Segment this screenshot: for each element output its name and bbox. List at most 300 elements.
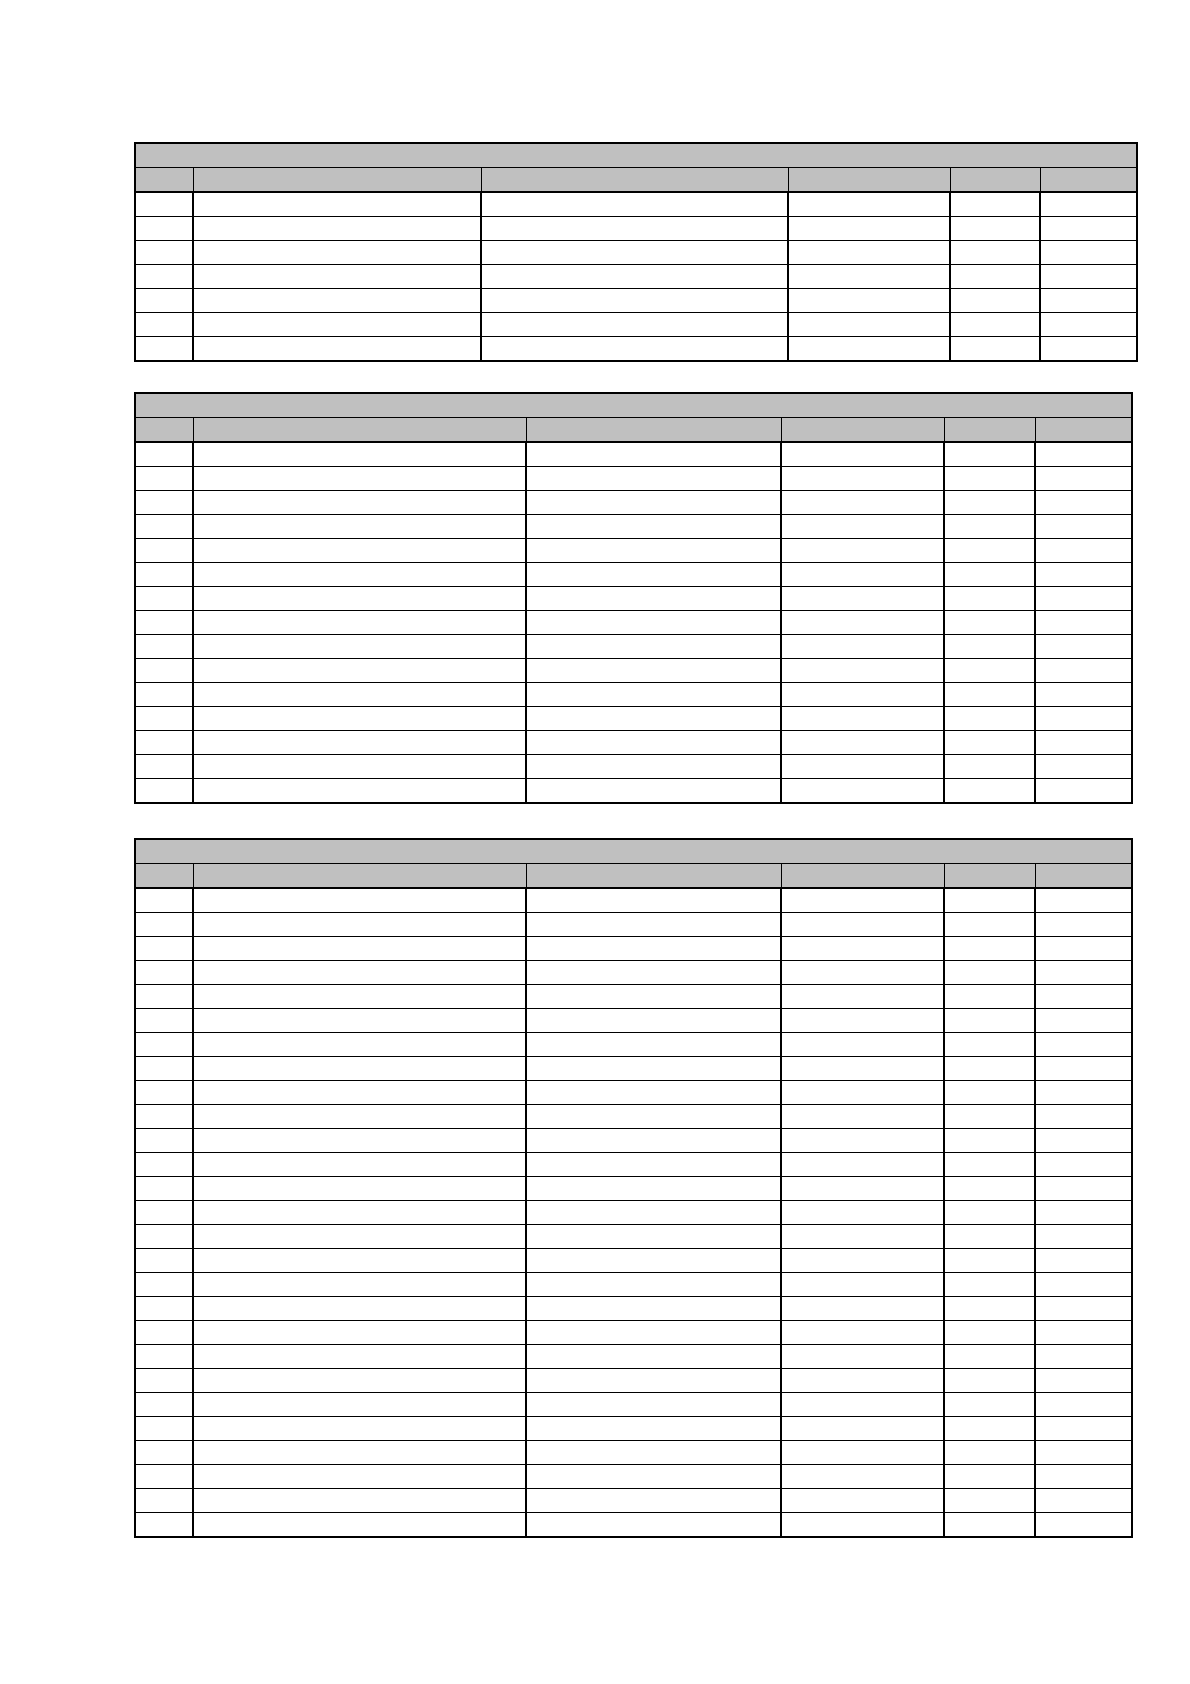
table-cell xyxy=(135,491,193,515)
table-cell xyxy=(781,659,944,683)
table-cell xyxy=(781,985,944,1009)
table-cell xyxy=(135,1345,193,1369)
table-cell xyxy=(1035,1321,1132,1345)
table-cell xyxy=(135,635,193,659)
table-cell xyxy=(781,1441,944,1465)
column-header xyxy=(526,418,781,443)
table-cell xyxy=(944,779,1035,804)
column-header xyxy=(944,418,1035,443)
table-row xyxy=(135,1273,1132,1297)
table-row xyxy=(135,289,1137,313)
table-cell xyxy=(1035,1513,1132,1538)
table-row xyxy=(135,755,1132,779)
table-cell xyxy=(781,1201,944,1225)
table-cell xyxy=(1035,611,1132,635)
table-cell xyxy=(781,683,944,707)
table-cell xyxy=(135,313,193,337)
table-cell xyxy=(193,683,526,707)
table-cell xyxy=(135,217,193,241)
table-cell xyxy=(950,265,1040,289)
table-cell xyxy=(781,1489,944,1513)
table-cell xyxy=(1035,1081,1132,1105)
table-cell xyxy=(1035,491,1132,515)
table-title-band xyxy=(135,393,1132,418)
column-header xyxy=(135,168,193,193)
table-3 xyxy=(134,838,1133,1538)
table-cell xyxy=(193,217,481,241)
table-cell xyxy=(193,265,481,289)
table-cell xyxy=(781,1297,944,1321)
table-cell xyxy=(944,1417,1035,1441)
table-cell xyxy=(944,961,1035,985)
table-cell xyxy=(193,539,526,563)
table-row xyxy=(135,1489,1132,1513)
table-cell xyxy=(526,1177,781,1201)
table-row xyxy=(135,731,1132,755)
table-cell xyxy=(1035,1129,1132,1153)
table-cell xyxy=(526,1009,781,1033)
table-row xyxy=(135,1321,1132,1345)
table-cell xyxy=(1035,1249,1132,1273)
table-cell xyxy=(944,1105,1035,1129)
column-header xyxy=(1035,864,1132,889)
table-cell xyxy=(526,1033,781,1057)
table-cell xyxy=(526,1321,781,1345)
table-row xyxy=(135,635,1132,659)
table-cell xyxy=(1040,313,1137,337)
table-cell xyxy=(944,1081,1035,1105)
table-cell xyxy=(781,1417,944,1441)
table-cell xyxy=(950,217,1040,241)
table-cell xyxy=(1035,1345,1132,1369)
table-cell xyxy=(193,1273,526,1297)
table-cell xyxy=(788,192,950,217)
column-header xyxy=(781,418,944,443)
table-cell xyxy=(950,337,1040,362)
table-row xyxy=(135,192,1137,217)
table-row xyxy=(135,1297,1132,1321)
table-cell xyxy=(135,1321,193,1345)
table-cell xyxy=(135,337,193,362)
table-cell xyxy=(526,1105,781,1129)
table-cell xyxy=(135,1153,193,1177)
table-cell xyxy=(135,1057,193,1081)
table-cell xyxy=(135,1009,193,1033)
table-cell xyxy=(526,1129,781,1153)
table-cell xyxy=(944,467,1035,491)
table-cell xyxy=(135,1105,193,1129)
column-header xyxy=(193,418,526,443)
table-row xyxy=(135,779,1132,804)
table-cell xyxy=(193,937,526,961)
table-row xyxy=(135,961,1132,985)
table-cell xyxy=(1035,1201,1132,1225)
table-cell xyxy=(944,1345,1035,1369)
table-cell xyxy=(781,1009,944,1033)
table-cell xyxy=(781,1321,944,1345)
table-row xyxy=(135,1369,1132,1393)
table-cell xyxy=(944,1393,1035,1417)
table-cell xyxy=(944,937,1035,961)
table-cell xyxy=(781,1513,944,1538)
table-cell xyxy=(944,491,1035,515)
table-cell xyxy=(193,563,526,587)
table-cell xyxy=(135,1513,193,1538)
table-1 xyxy=(134,142,1138,362)
table-cell xyxy=(193,442,526,467)
table-cell xyxy=(944,1153,1035,1177)
table-cell xyxy=(781,467,944,491)
table-cell xyxy=(944,1033,1035,1057)
table-cell xyxy=(135,1297,193,1321)
table-cell xyxy=(944,985,1035,1009)
table-cell xyxy=(944,515,1035,539)
table-cell xyxy=(135,683,193,707)
table-cell xyxy=(1035,1465,1132,1489)
table-cell xyxy=(1035,1393,1132,1417)
table-row xyxy=(135,241,1137,265)
table-cell xyxy=(781,587,944,611)
table-cell xyxy=(193,1105,526,1129)
table-cell xyxy=(781,707,944,731)
table-cell xyxy=(781,1225,944,1249)
table-row xyxy=(135,1225,1132,1249)
table-cell xyxy=(1035,1417,1132,1441)
table-row xyxy=(135,1105,1132,1129)
table-cell xyxy=(193,731,526,755)
table-cell xyxy=(135,1417,193,1441)
table-cell xyxy=(781,1081,944,1105)
table-cell xyxy=(193,755,526,779)
table-cell xyxy=(1035,755,1132,779)
column-header xyxy=(135,864,193,889)
table-cell xyxy=(1035,913,1132,937)
table-row xyxy=(135,707,1132,731)
table-cell xyxy=(135,913,193,937)
table-row xyxy=(135,1129,1132,1153)
column-header xyxy=(193,864,526,889)
table-cell xyxy=(1035,1153,1132,1177)
table-cell xyxy=(193,779,526,804)
table-cell xyxy=(193,611,526,635)
table-cell xyxy=(944,1273,1035,1297)
table-cell xyxy=(1035,1225,1132,1249)
table-cell xyxy=(526,707,781,731)
table-cell xyxy=(781,1345,944,1369)
table-cell xyxy=(781,563,944,587)
table-cell xyxy=(950,313,1040,337)
table-row xyxy=(135,985,1132,1009)
column-header xyxy=(944,864,1035,889)
table-cell xyxy=(135,1201,193,1225)
table-cell xyxy=(193,515,526,539)
table-cell xyxy=(944,1177,1035,1201)
table-cell xyxy=(1035,1297,1132,1321)
table-cell xyxy=(781,442,944,467)
table-cell xyxy=(193,1225,526,1249)
table-cell xyxy=(788,289,950,313)
table-row xyxy=(135,467,1132,491)
table-cell xyxy=(135,515,193,539)
table-cell xyxy=(781,515,944,539)
table-cell xyxy=(193,1009,526,1033)
table-cell xyxy=(944,1369,1035,1393)
table-cell xyxy=(781,961,944,985)
column-header xyxy=(135,418,193,443)
table-cell xyxy=(781,1057,944,1081)
column-header xyxy=(781,864,944,889)
table-cell xyxy=(1035,1009,1132,1033)
table-cell xyxy=(135,1369,193,1393)
table-cell xyxy=(781,1177,944,1201)
table-cell xyxy=(193,241,481,265)
column-header xyxy=(193,168,481,193)
table-cell xyxy=(526,659,781,683)
table-cell xyxy=(481,289,788,313)
table-cell xyxy=(1035,1489,1132,1513)
table-cell xyxy=(944,1489,1035,1513)
table-cell xyxy=(781,888,944,913)
table-row xyxy=(135,1201,1132,1225)
table-cell xyxy=(193,1417,526,1441)
table-cell xyxy=(1035,1369,1132,1393)
table-cell xyxy=(193,1441,526,1465)
table-cell xyxy=(193,491,526,515)
table-cell xyxy=(781,731,944,755)
table-cell xyxy=(788,241,950,265)
table-cell xyxy=(135,192,193,217)
table-cell xyxy=(1035,961,1132,985)
table-cell xyxy=(781,491,944,515)
table-cell xyxy=(944,1009,1035,1033)
table-cell xyxy=(1035,659,1132,683)
table-cell xyxy=(788,217,950,241)
table-cell xyxy=(1035,1033,1132,1057)
table-cell xyxy=(135,937,193,961)
table-row xyxy=(135,1153,1132,1177)
table-row xyxy=(135,888,1132,913)
table-cell xyxy=(193,587,526,611)
table-row xyxy=(135,217,1137,241)
table-cell xyxy=(135,1225,193,1249)
table-cell xyxy=(193,1465,526,1489)
table-cell xyxy=(1035,779,1132,804)
table-cell xyxy=(526,1273,781,1297)
table-cell xyxy=(781,779,944,804)
table-row xyxy=(135,1177,1132,1201)
table-cell xyxy=(944,611,1035,635)
table-cell xyxy=(526,1201,781,1225)
table-cell xyxy=(950,241,1040,265)
table-cell xyxy=(944,888,1035,913)
table-cell xyxy=(950,192,1040,217)
table-cell xyxy=(944,1441,1035,1465)
table-cell xyxy=(135,1465,193,1489)
table-row xyxy=(135,683,1132,707)
table-cell xyxy=(526,1417,781,1441)
table-cell xyxy=(526,491,781,515)
table-row xyxy=(135,1081,1132,1105)
table-cell xyxy=(781,1465,944,1489)
table-cell xyxy=(781,635,944,659)
table-cell xyxy=(135,587,193,611)
table-cell xyxy=(1035,587,1132,611)
table-cell xyxy=(944,539,1035,563)
table-cell xyxy=(1035,1441,1132,1465)
table-cell xyxy=(193,192,481,217)
table-cell xyxy=(135,888,193,913)
table-cell xyxy=(1035,1105,1132,1129)
table-cell xyxy=(193,1177,526,1201)
table-cell xyxy=(526,888,781,913)
table-cell xyxy=(526,731,781,755)
table-cell xyxy=(135,563,193,587)
column-header xyxy=(1040,168,1137,193)
table-row xyxy=(135,442,1132,467)
table-cell xyxy=(944,587,1035,611)
table-cell xyxy=(193,1033,526,1057)
table-cell xyxy=(526,467,781,491)
table-cell xyxy=(526,1225,781,1249)
table-cell xyxy=(526,1249,781,1273)
table-cell xyxy=(1035,731,1132,755)
table-cell xyxy=(781,1105,944,1129)
table-cell xyxy=(1035,683,1132,707)
table-cell xyxy=(944,1057,1035,1081)
table-cell xyxy=(481,192,788,217)
table-row xyxy=(135,1345,1132,1369)
column-header xyxy=(526,864,781,889)
table-cell xyxy=(944,913,1035,937)
table-row xyxy=(135,1465,1132,1489)
table-cell xyxy=(481,241,788,265)
table-cell xyxy=(1035,442,1132,467)
table-cell xyxy=(193,888,526,913)
table-cell xyxy=(135,1129,193,1153)
table-cell xyxy=(526,635,781,659)
table-cell xyxy=(944,1129,1035,1153)
table-cell xyxy=(193,659,526,683)
table-cell xyxy=(1035,1273,1132,1297)
table-cell xyxy=(526,587,781,611)
table-cell xyxy=(1040,192,1137,217)
table-cell xyxy=(781,937,944,961)
table-cell xyxy=(526,913,781,937)
table-cell xyxy=(526,1369,781,1393)
table-cell xyxy=(944,1201,1035,1225)
table-cell xyxy=(193,1369,526,1393)
table-cell xyxy=(193,961,526,985)
table-cell xyxy=(1040,337,1137,362)
table-row xyxy=(135,1033,1132,1057)
table-cell xyxy=(193,1393,526,1417)
table-cell xyxy=(944,731,1035,755)
table-cell xyxy=(193,913,526,937)
table-cell xyxy=(193,467,526,491)
table-cell xyxy=(135,442,193,467)
table-cell xyxy=(193,635,526,659)
table-cell xyxy=(526,961,781,985)
table-cell xyxy=(781,1249,944,1273)
table-cell xyxy=(526,1393,781,1417)
table-cell xyxy=(944,1465,1035,1489)
table-cell xyxy=(135,289,193,313)
table-cell xyxy=(526,539,781,563)
table-cell xyxy=(135,1033,193,1057)
table-cell xyxy=(193,1321,526,1345)
table-row xyxy=(135,539,1132,563)
table-cell xyxy=(944,1225,1035,1249)
table-cell xyxy=(135,1273,193,1297)
table-cell xyxy=(135,241,193,265)
table-cell xyxy=(526,755,781,779)
table-cell xyxy=(1035,1057,1132,1081)
table-cell xyxy=(526,1297,781,1321)
table-cell xyxy=(481,313,788,337)
table-cell xyxy=(944,659,1035,683)
table-cell xyxy=(135,659,193,683)
table-cell xyxy=(481,217,788,241)
table-cell xyxy=(135,779,193,804)
table-cell xyxy=(1035,515,1132,539)
table-cell xyxy=(193,1297,526,1321)
table-cell xyxy=(193,1129,526,1153)
table-cell xyxy=(1035,707,1132,731)
table-cell xyxy=(781,611,944,635)
table-cell xyxy=(526,937,781,961)
table-cell xyxy=(781,1153,944,1177)
table-row xyxy=(135,1513,1132,1538)
table-cell xyxy=(193,289,481,313)
table-cell xyxy=(526,1489,781,1513)
table-cell xyxy=(135,1249,193,1273)
table-cell xyxy=(781,755,944,779)
table-row xyxy=(135,587,1132,611)
table-cell xyxy=(1035,1177,1132,1201)
table-cell xyxy=(135,611,193,635)
table-cell xyxy=(781,1033,944,1057)
table-cell xyxy=(135,1489,193,1513)
table-row xyxy=(135,1441,1132,1465)
table-cell xyxy=(944,1513,1035,1538)
table-cell xyxy=(526,779,781,804)
table-row xyxy=(135,563,1132,587)
table-row xyxy=(135,611,1132,635)
table-cell xyxy=(1040,241,1137,265)
table-cell xyxy=(944,707,1035,731)
table-cell xyxy=(526,1465,781,1489)
table-cell xyxy=(1035,635,1132,659)
table-cell xyxy=(944,755,1035,779)
table-cell xyxy=(135,731,193,755)
table-cell xyxy=(781,1393,944,1417)
table-cell xyxy=(1040,289,1137,313)
table-cell xyxy=(788,337,950,362)
table-cell xyxy=(135,985,193,1009)
table-cell xyxy=(1040,217,1137,241)
table-cell xyxy=(135,1441,193,1465)
table-title-band xyxy=(135,143,1137,168)
table-cell xyxy=(135,467,193,491)
table-cell xyxy=(1035,888,1132,913)
table-cell xyxy=(944,442,1035,467)
table-2 xyxy=(134,392,1133,804)
column-header xyxy=(950,168,1040,193)
table-cell xyxy=(788,265,950,289)
table-cell xyxy=(193,1249,526,1273)
table-row xyxy=(135,1417,1132,1441)
table-cell xyxy=(193,707,526,731)
